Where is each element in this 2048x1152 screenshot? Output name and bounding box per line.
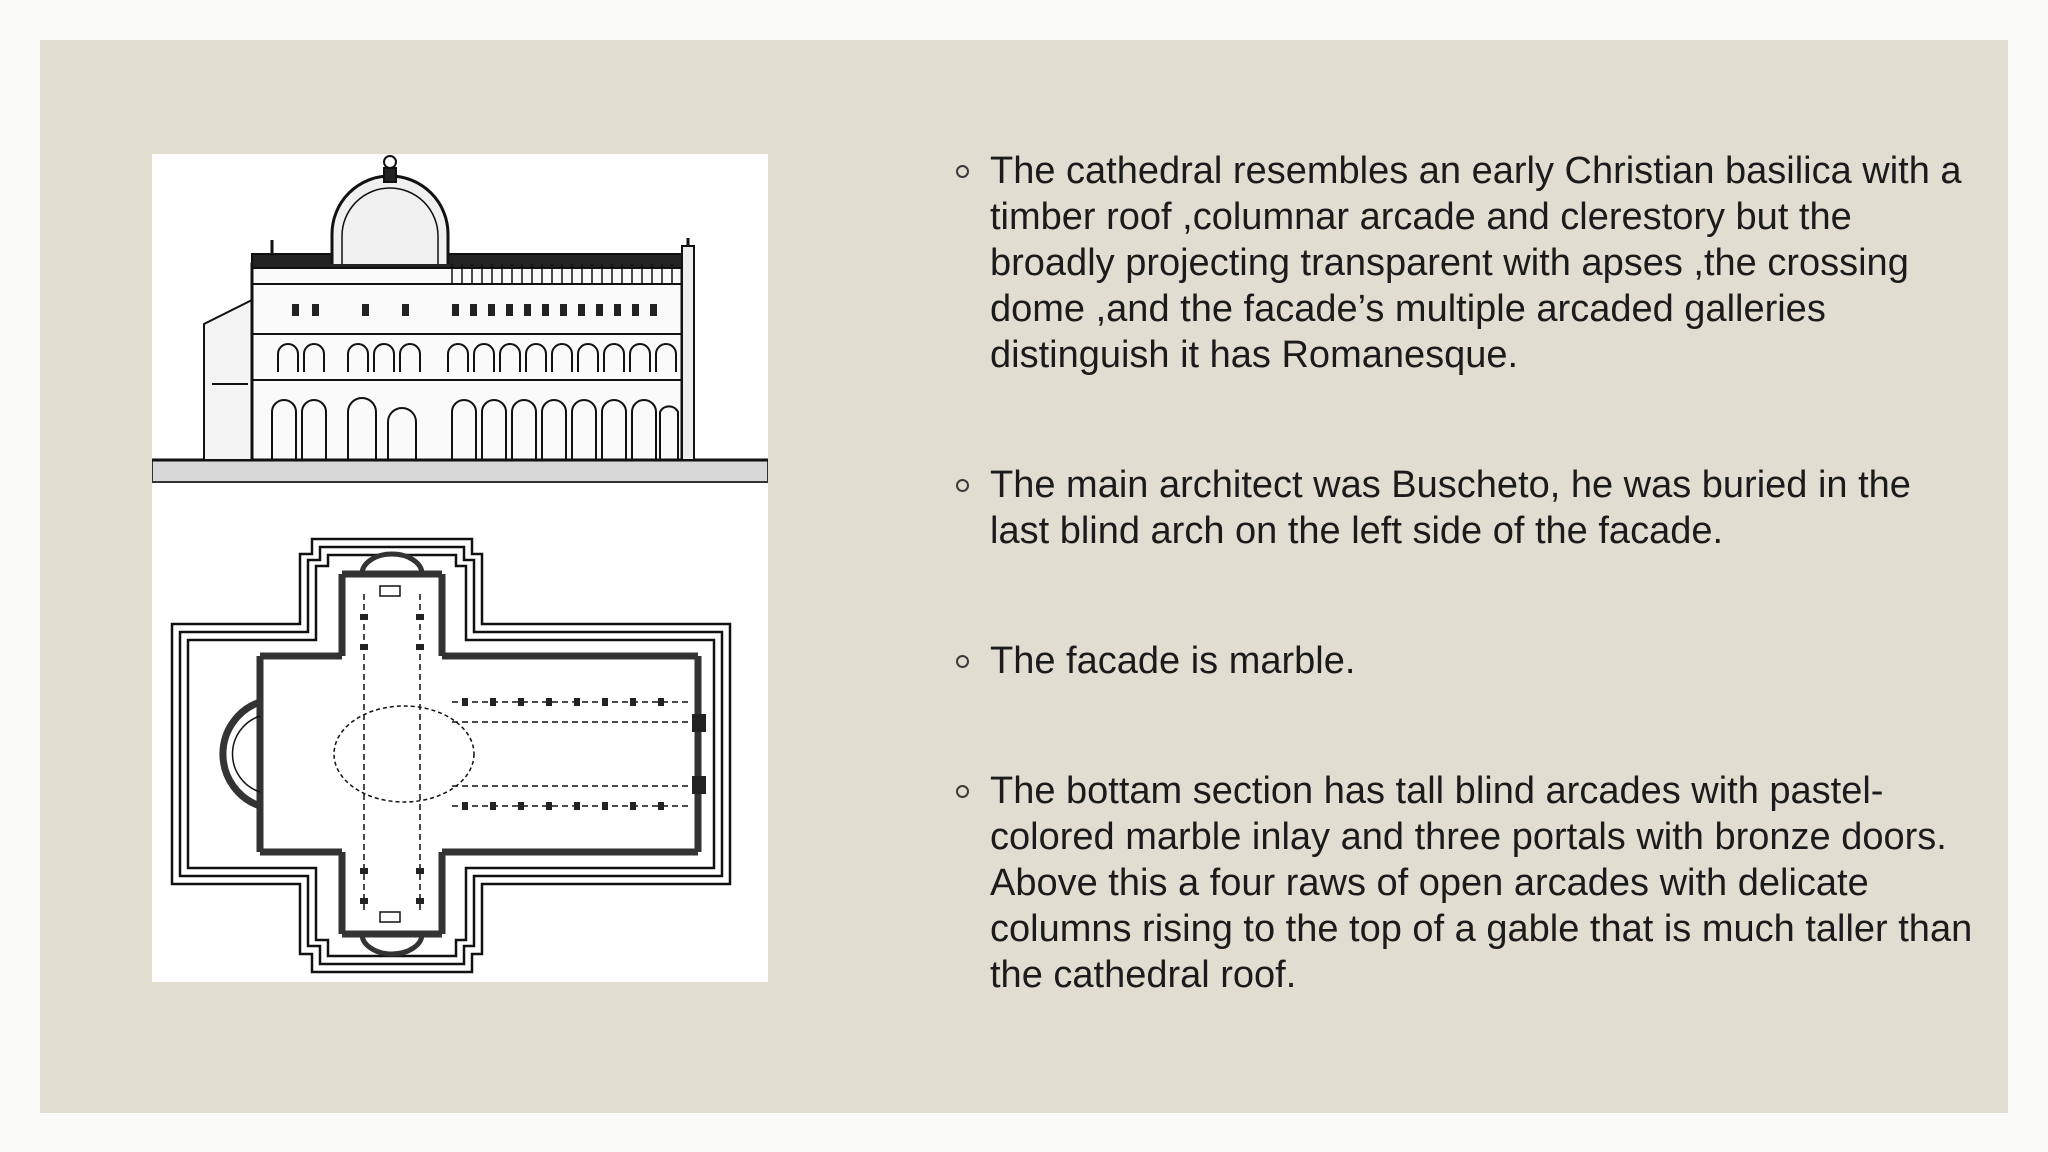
cathedral-floor-plan-drawing	[172, 539, 730, 972]
hollow-bullet-icon	[956, 785, 969, 798]
hollow-bullet-icon	[956, 655, 969, 668]
bullet-item	[920, 768, 1980, 998]
bullet-item	[920, 638, 1980, 684]
cathedral-drawing-image	[152, 154, 768, 982]
bullet-item	[920, 462, 1980, 554]
bullet-item	[920, 148, 1980, 378]
bullet-text: The main architect was Buscheto, he was buried in the last blind arch on the left side of the facade.	[990, 464, 1911, 552]
cathedral-elevation-drawing	[152, 156, 768, 482]
hollow-bullet-icon	[956, 479, 969, 492]
bullet-text: The bottam section has tall blind arcades with pastel-colored marble inlay and three portals with bronze doors. Above this a four raws of open arcades with delicate columns rising to the top of a gable that is much taller than the cathedral roof.	[990, 770, 1973, 996]
bullet-list	[920, 148, 1980, 998]
bullet-text: The facade is marble.	[990, 640, 1356, 682]
bullet-text: The cathedral resembles an early Christian basilica with a timber roof ,columnar arcade and clerestory but the broadly projecting transparent with apses ,the crossing dome ,and the facade’s multiple arcaded galleries distinguish it has Romanesque.	[990, 150, 1962, 376]
hollow-bullet-icon	[956, 165, 969, 178]
slide	[40, 40, 2008, 1113]
